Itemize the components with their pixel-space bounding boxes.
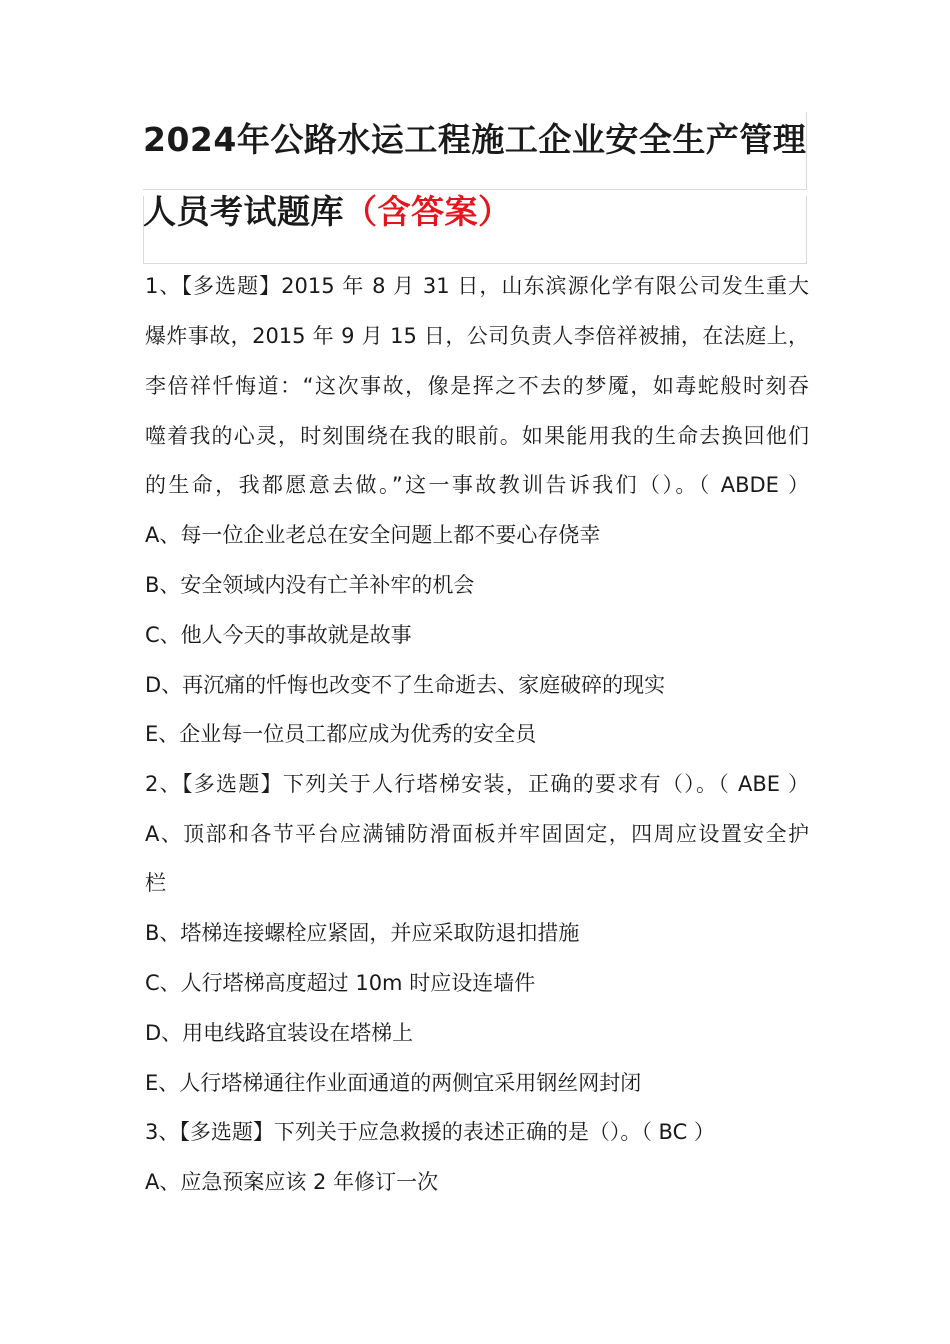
q1-option-a: A、每一位企业老总在安全问题上都不要心存侥幸 — [145, 523, 601, 547]
doc-title-line2 — [143, 186, 512, 233]
q1-option-c: C、他人今天的事故就是故事 — [145, 623, 412, 647]
q1-stem-line5: 的生命，我都愿意去做。”这一事故教训告诉我们（）。（ ABDE ） — [145, 473, 809, 497]
q1-stem-line2: 爆炸事故，2015 年 9 月 15 日，公司负责人李倍祥被捕，在法庭上， — [145, 324, 809, 348]
doc-title-line1: 2024年公路水运工程施工企业安全生产管理 — [143, 120, 807, 159]
q1-stem-line1: 1、【多选题】2015 年 8 月 31 日，山东滨源化学有限公司发生重大 — [145, 274, 809, 298]
doc-title-answer-note: （含答案） — [344, 192, 512, 231]
q1-option-e: E、企业每一位员工都应成为优秀的安全员 — [145, 722, 537, 746]
q2-option-c: C、人行塔梯高度超过 10m 时应设连墙件 — [145, 971, 536, 995]
q2-option-b: B、塔梯连接螺栓应紧固，并应采取防退扣措施 — [145, 921, 580, 945]
q3-stem: 3、【多选题】下列关于应急救援的表述正确的是（）。（ BC ） — [145, 1120, 715, 1144]
q1-option-d: D、再沉痛的忏悔也改变不了生命逝去、家庭破碎的现实 — [145, 673, 666, 697]
q2-stem: 2、【多选题】下列关于人行塔梯安装，正确的要求有（）。（ ABE ） — [145, 772, 809, 796]
q2-option-a-line2: 栏 — [145, 871, 166, 895]
q1-stem-line3: 李倍祥忏悔道：“这次事故，像是挥之不去的梦魇，如毒蛇般时刻吞 — [145, 374, 809, 398]
q2-option-a-line1: A、顶部和各节平台应满铺防滑面板并牢固固定，四周应设置安全护 — [145, 822, 809, 846]
q2-option-e: E、人行塔梯通往作业面通道的两侧宜采用钢丝网封闭 — [145, 1071, 642, 1095]
q2-option-d: D、用电线路宜装设在塔梯上 — [145, 1021, 414, 1045]
q3-option-a: A、应急预案应该 2 年修订一次 — [145, 1170, 439, 1194]
q1-stem-line4: 噬着我的心灵，时刻围绕在我的眼前。如果能用我的生命去换回他们 — [145, 424, 809, 448]
doc-title-main: 人员考试题库 — [143, 192, 344, 231]
q1-option-b: B、安全领域内没有亡羊补牢的机会 — [145, 573, 475, 597]
